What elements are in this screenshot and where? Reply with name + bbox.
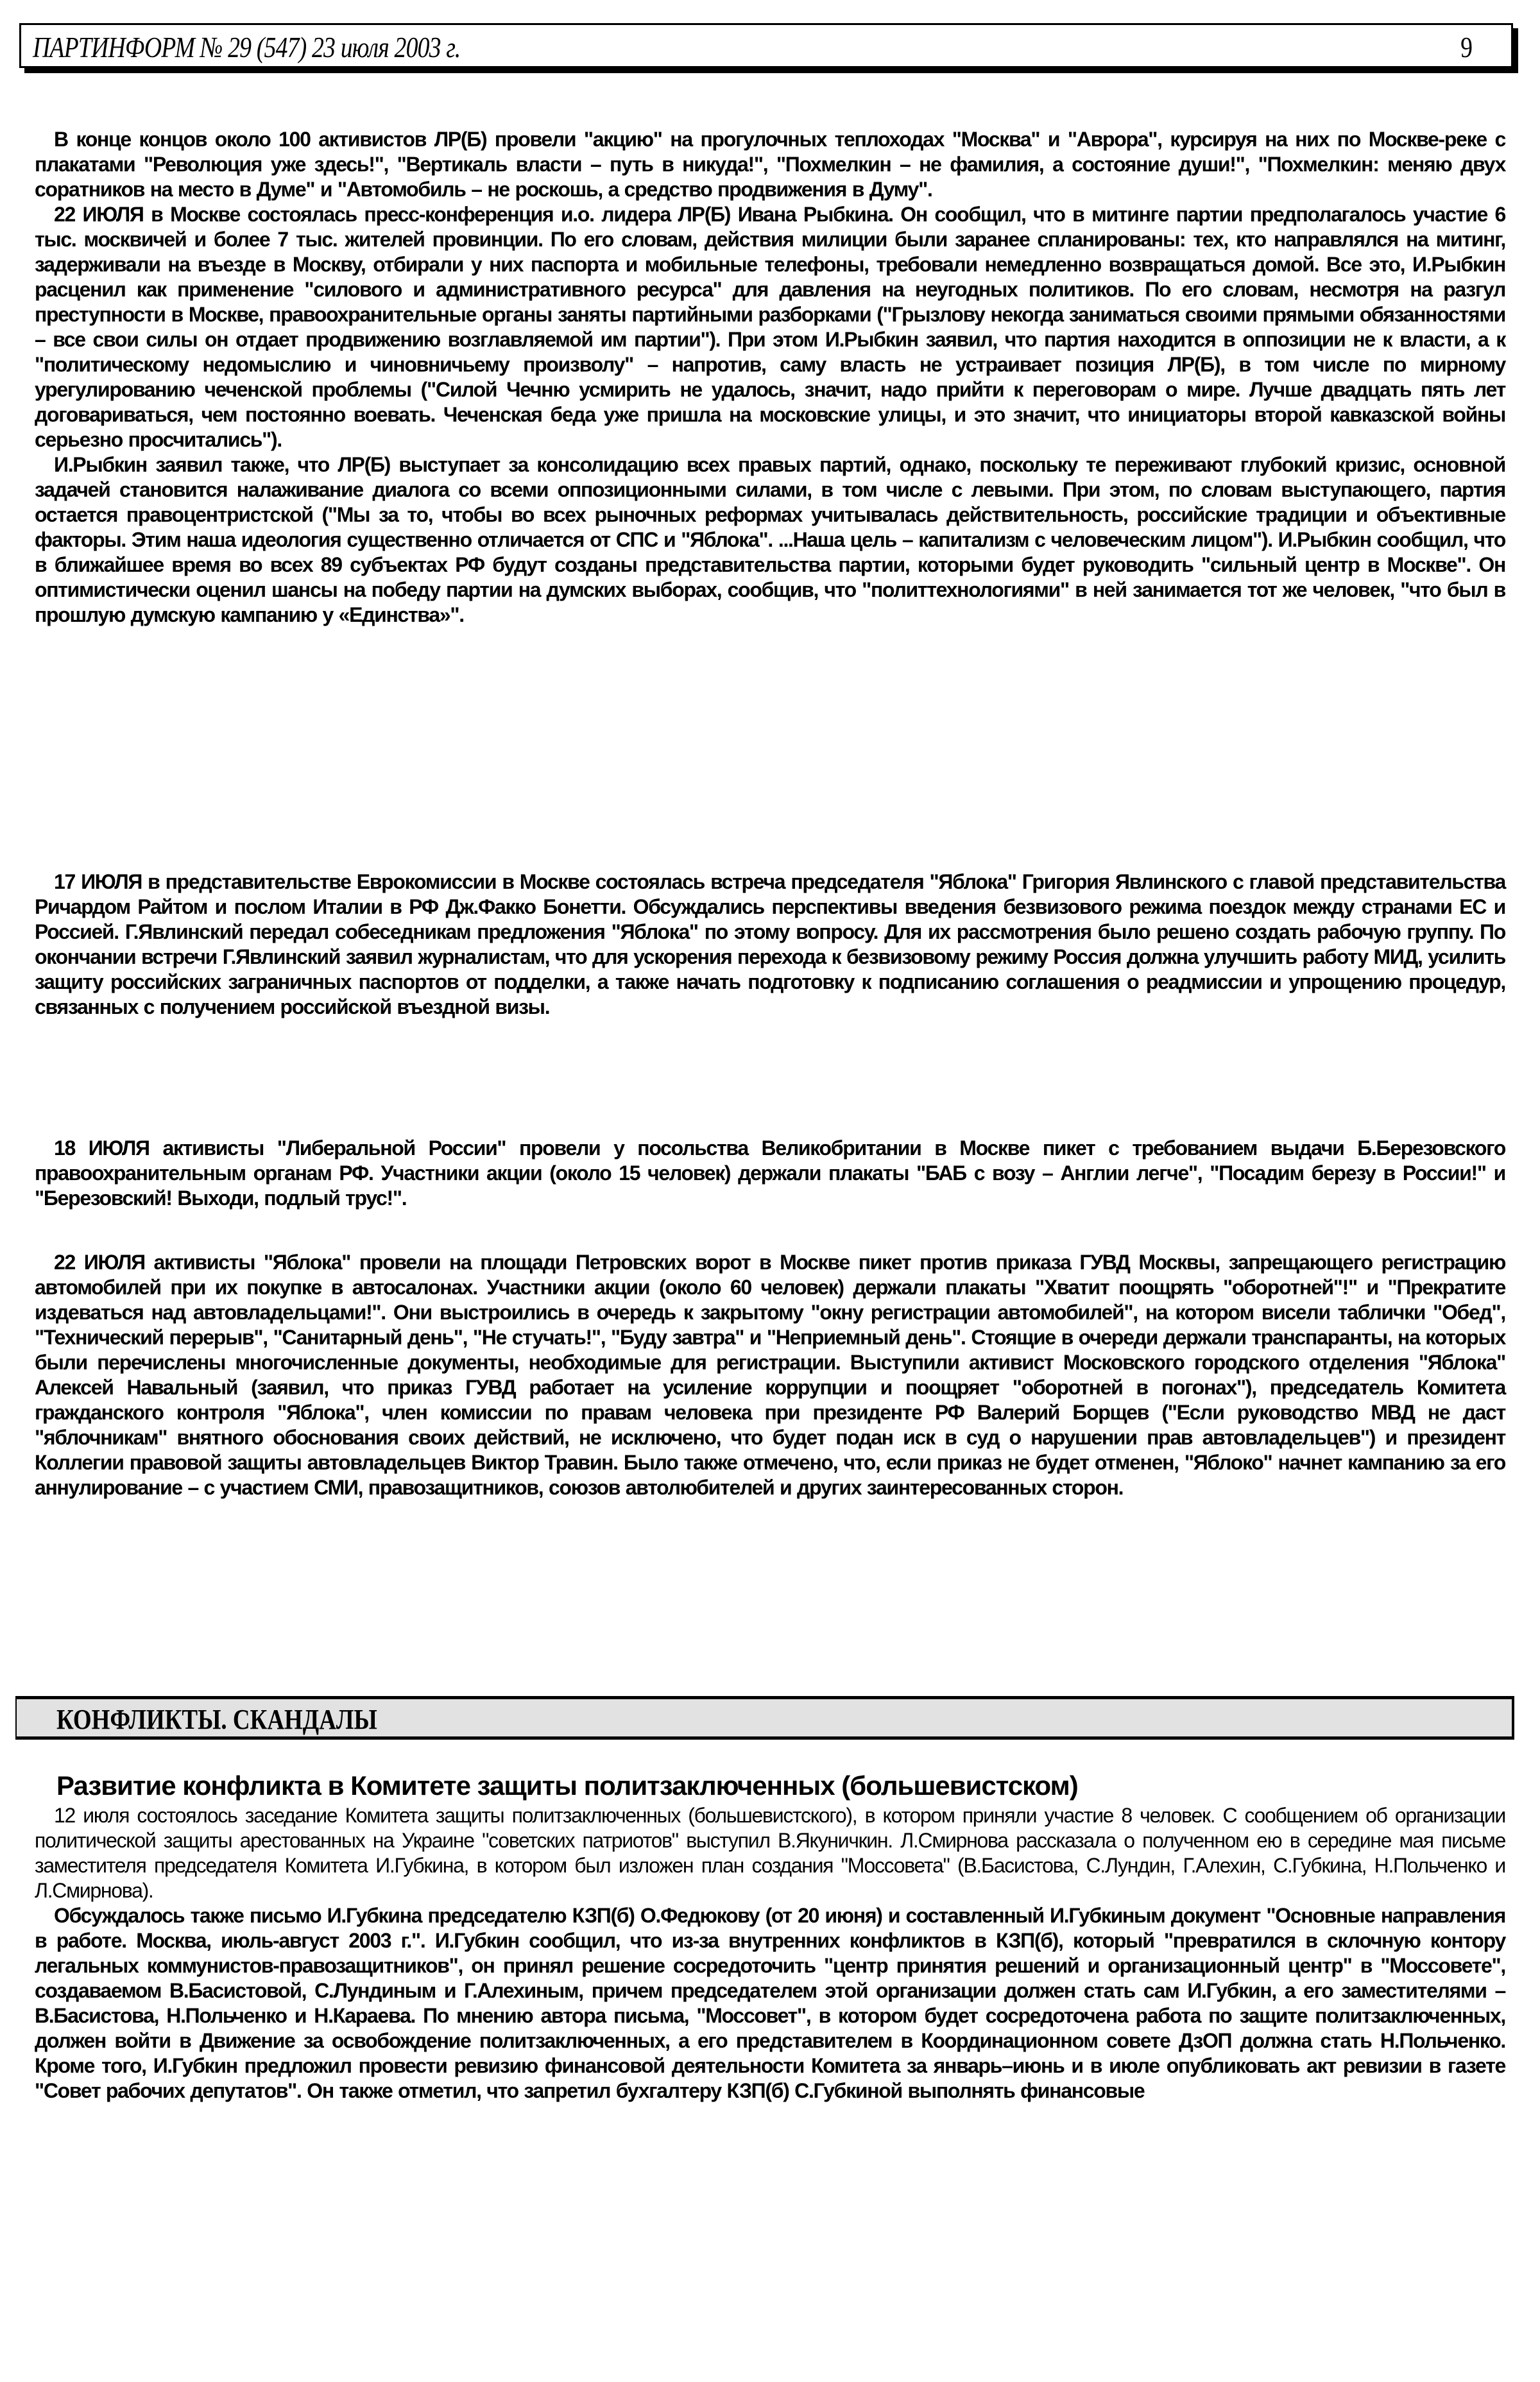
article-yabloko-picket-guvd [35,1250,1505,1500]
paragraph: 22 ИЮЛЯ активисты "Яблока" провели на площади Петровских ворот в Москве пикет против приказа ГУВД Москвы, запрещающего регистрацию автомобилей при их покупке в автосалонах. Участники акции (около 60 человек) держали плакаты "Хватит поощрять "оборотней"!" и "Прекратите издеваться над автовладельцами!". Они выстроились в очередь к закрытому "окну регистрации автомобилей", на котором висели таблички "Обед", "Технический перерыв", "Санитарный день", "Не стучать!", "Буду завтра" и "Неприемный день". Стоящие в очереди держали транспаранты, на которых были перечислены многочисленные документы, необходимые для регистрации. Выступили активист Московского городского отделения "Яблока" Алексей Навальный (заявил, что приказ ГУВД работает на усиление коррупции и поощряет "оборотней в погонах"), председатель Комитета гражданского контроля "Яблока", член комиссии по правам человека при президенте РФ Валерий Борщев ("Если руководство МВД не даст "яблочникам" внятного обоснования своих действий, не исключено, что будет подан иск в суд о нарушении прав автовладельцев") и президент Коллегии правовой защиты автовладельцев Виктор Травин. Было также отмечено, что, если приказ не будет отменен, "Яблоко" начнет кампанию за его аннулирование – с участием СМИ, правозащитников, союзов автолюбителей и других заинтересованных сторон. [35,1251,1505,1499]
article-headline: Развитие конфликта в Комитете защиты политзаключенных (большевистском) [56,1770,1078,1801]
paragraph: 22 ИЮЛЯ в Москве состоялась пресс-конференция и.о. лидера ЛР(Б) Ивана Рыбкина. Он сообщил, что в митинге партии предполагалось участие 6 тыс. москвичей и более 7 тыс. жителей провинции. По его словам, действия милиции были заранее спланированы: тех, кто направлялся на митинг, задерживали на въезде в Москву, отбирали у них паспорта и мобильные телефоны, требовали немедленно возвращаться домой. Все это, И.Рыбкин расценил как применение "силового и административного ресурса" для давления на неугодных политиков. По его словам, несмотря на разгул преступности в Москве, правоохранительные органы заняты партийными разборками ("Грызлову некогда заниматься своими прямыми обязанностями – все свои силы он отдает продвижению возглавляемой им партии"). При этом И.Рыбкин заявил, что партия находится в оппозиции не к власти, а к "политическому недомыслию и чиновничьему произволу" – напротив, саму власть не устраивает позиция ЛР(Б), в том числе по мирному урегулированию чеченской проблемы ("Силой Чечню усмирить не удалось, значит, надо прийти к переговорам о мире. Лучше двадцать пять лет договариваться, чем постоянно воевать. Чеченская беда уже пришла на московские улицы, и это значит, что инициаторы второй кавказской войны серьезно просчитались"). [35,203,1505,451]
paragraph: 18 ИЮЛЯ активисты "Либеральной России" провели у посольства Великобритании в Москве пикет с требованием выдачи Б.Березовского правоохранительным органам РФ. Участники акции (около 15 человек) держали плакаты "БАБ с возу – Англии легче", "Посадим березу в России!" и "Березовский! Выходи, подлый трус!". [35,1136,1505,1210]
article-lrb-action [35,127,1505,628]
page-header [19,23,1513,68]
section-header-bar [15,1696,1514,1740]
paragraph: И.Рыбкин заявил также, что ЛР(Б) выступает за консолидацию всех правых партий, однако, поскольку те переживают глубокий кризис, основной задачей становится налаживание диалога со всеми оппозиционными силами, в том числе с левыми. При этом, по словам выступающего, партия остается правоцентристской ("Мы за то, чтобы во всех рыночных реформах учитывалась действительность, российские традиции и объективные факторы. Этим наша идеология существенно отличается от СПС и "Яблока". ...Наша цель – капитализм с человеческим лицом"). И.Рыбкин сообщил, что в ближайшее время во всех 89 субъектах РФ будут созданы представительства партии, которыми будет руководить "сильный центр в Москве". Он оптимистически оценил шансы на победу партии на думских выборах, сообщив, что "политтехнологиями" в ней занимается тот же человек, "что был в прошлую думскую кампанию у «Единства»". [35,453,1505,626]
article-lr-picket-uk-embassy [35,1136,1505,1211]
paragraph: В конце концов около 100 активистов ЛР(Б) провели "акцию" на прогулочных теплоходах "Москва" и "Аврора", курсируя на них по Москве-реке с плакатами "Революция уже здесь!", "Вертикаль власти – путь в никуда!", "Похмелкин – не фамилия, а состояние души!", "Похмелкин: меняю двух соратников на место в Думе" и "Автомобиль – не роскошь, а средство продвижения в Думу". [35,128,1505,201]
page-number: 9 [1460,31,1473,64]
article-yabloko-eu-meeting [35,870,1505,1020]
paragraph: 17 ИЮЛЯ в представительстве Еврокомиссии в Москве состоялась встреча председателя "Яблока" Григория Явлинского с главой представительства Ричардом Райтом и послом Италии в РФ Дж.Факко Бонетти. Обсуждались перспективы введения безвизового режима поездок между странами ЕС и Россией. Г.Явлинский передал собеседникам предложения "Яблока" по этому вопросу. Для их рассмотрения было решено создать рабочую группу. По окончании встречи Г.Явлинский заявил журналистам, что для ускорения перехода к безвизовому режиму Россия должна улучшить работу МИД, усилить защиту российских заграничных паспортов от подделки, а также начать подготовку к подписанию соглашения о реадмиссии и упрощению процедур, связанных с получением российской въездной визы. [35,870,1505,1018]
article-kzp-conflict [35,1803,1505,2104]
body-paragraph: Обсуждалось также письмо И.Губкина председателю КЗП(б) О.Федюкову (от 20 июня) и составленный И.Губкиным документ "Основные направления в работе. Москва, июль-август 2003 г.". И.Губкин сообщил, что из-за внутренних конфликтов в КЗП(б), который "превратился в склочную контору легальных коммунистов-правозащитников", он принял решение сосредоточить "центр принятия решений и организационный центр" в "Моссовете", создаваемом В.Басистовой, С.Лундиным и Г.Алехиным, причем председателем этой организации должен стать сам И.Губкин, а его заместителями – В.Басистова, Н.Польченко и Н.Караева. По мнению автора письма, "Моссовет", в котором будет сосредоточена работа по защите политзаключенных, должен войти в Движение за освобождение политзаключенных, а его представителем в Координационном совете ДзОП должна стать Н.Польченко. Кроме того, И.Губкин предложил провести ревизию финансовой деятельности Комитета за январь–июнь и в июле опубликовать акт ревизии в газете "Совет рабочих депутатов". Он также отметил, что запретил бухгалтеру КЗП(б) С.Губкиной выполнять финансовые [35,1904,1505,2102]
section-title: КОНФЛИКТЫ. СКАНДАЛЫ [56,1704,377,1735]
publication-title: ПАРТИНФОРМ № 29 (547) 23 июля 2003 г. [33,31,461,64]
intro-paragraph: 12 июля состоялось заседание Комитета защиты политзаключенных (большевистского), в котором приняли участие 8 человек. С сообщением об организации политической защиты арестованных на Украине "советских патриотов" выступил В.Якуничкин. Л.Смирнова рассказала о полученном ею в середине мая письме заместителя председателя Комитета И.Губкина, в котором был изложен план создания "Моссовета" (В.Басистова, С.Лундин, Г.Алехин, С.Губкина, Н.Польченко и Л.Смирнова). [35,1804,1505,1902]
